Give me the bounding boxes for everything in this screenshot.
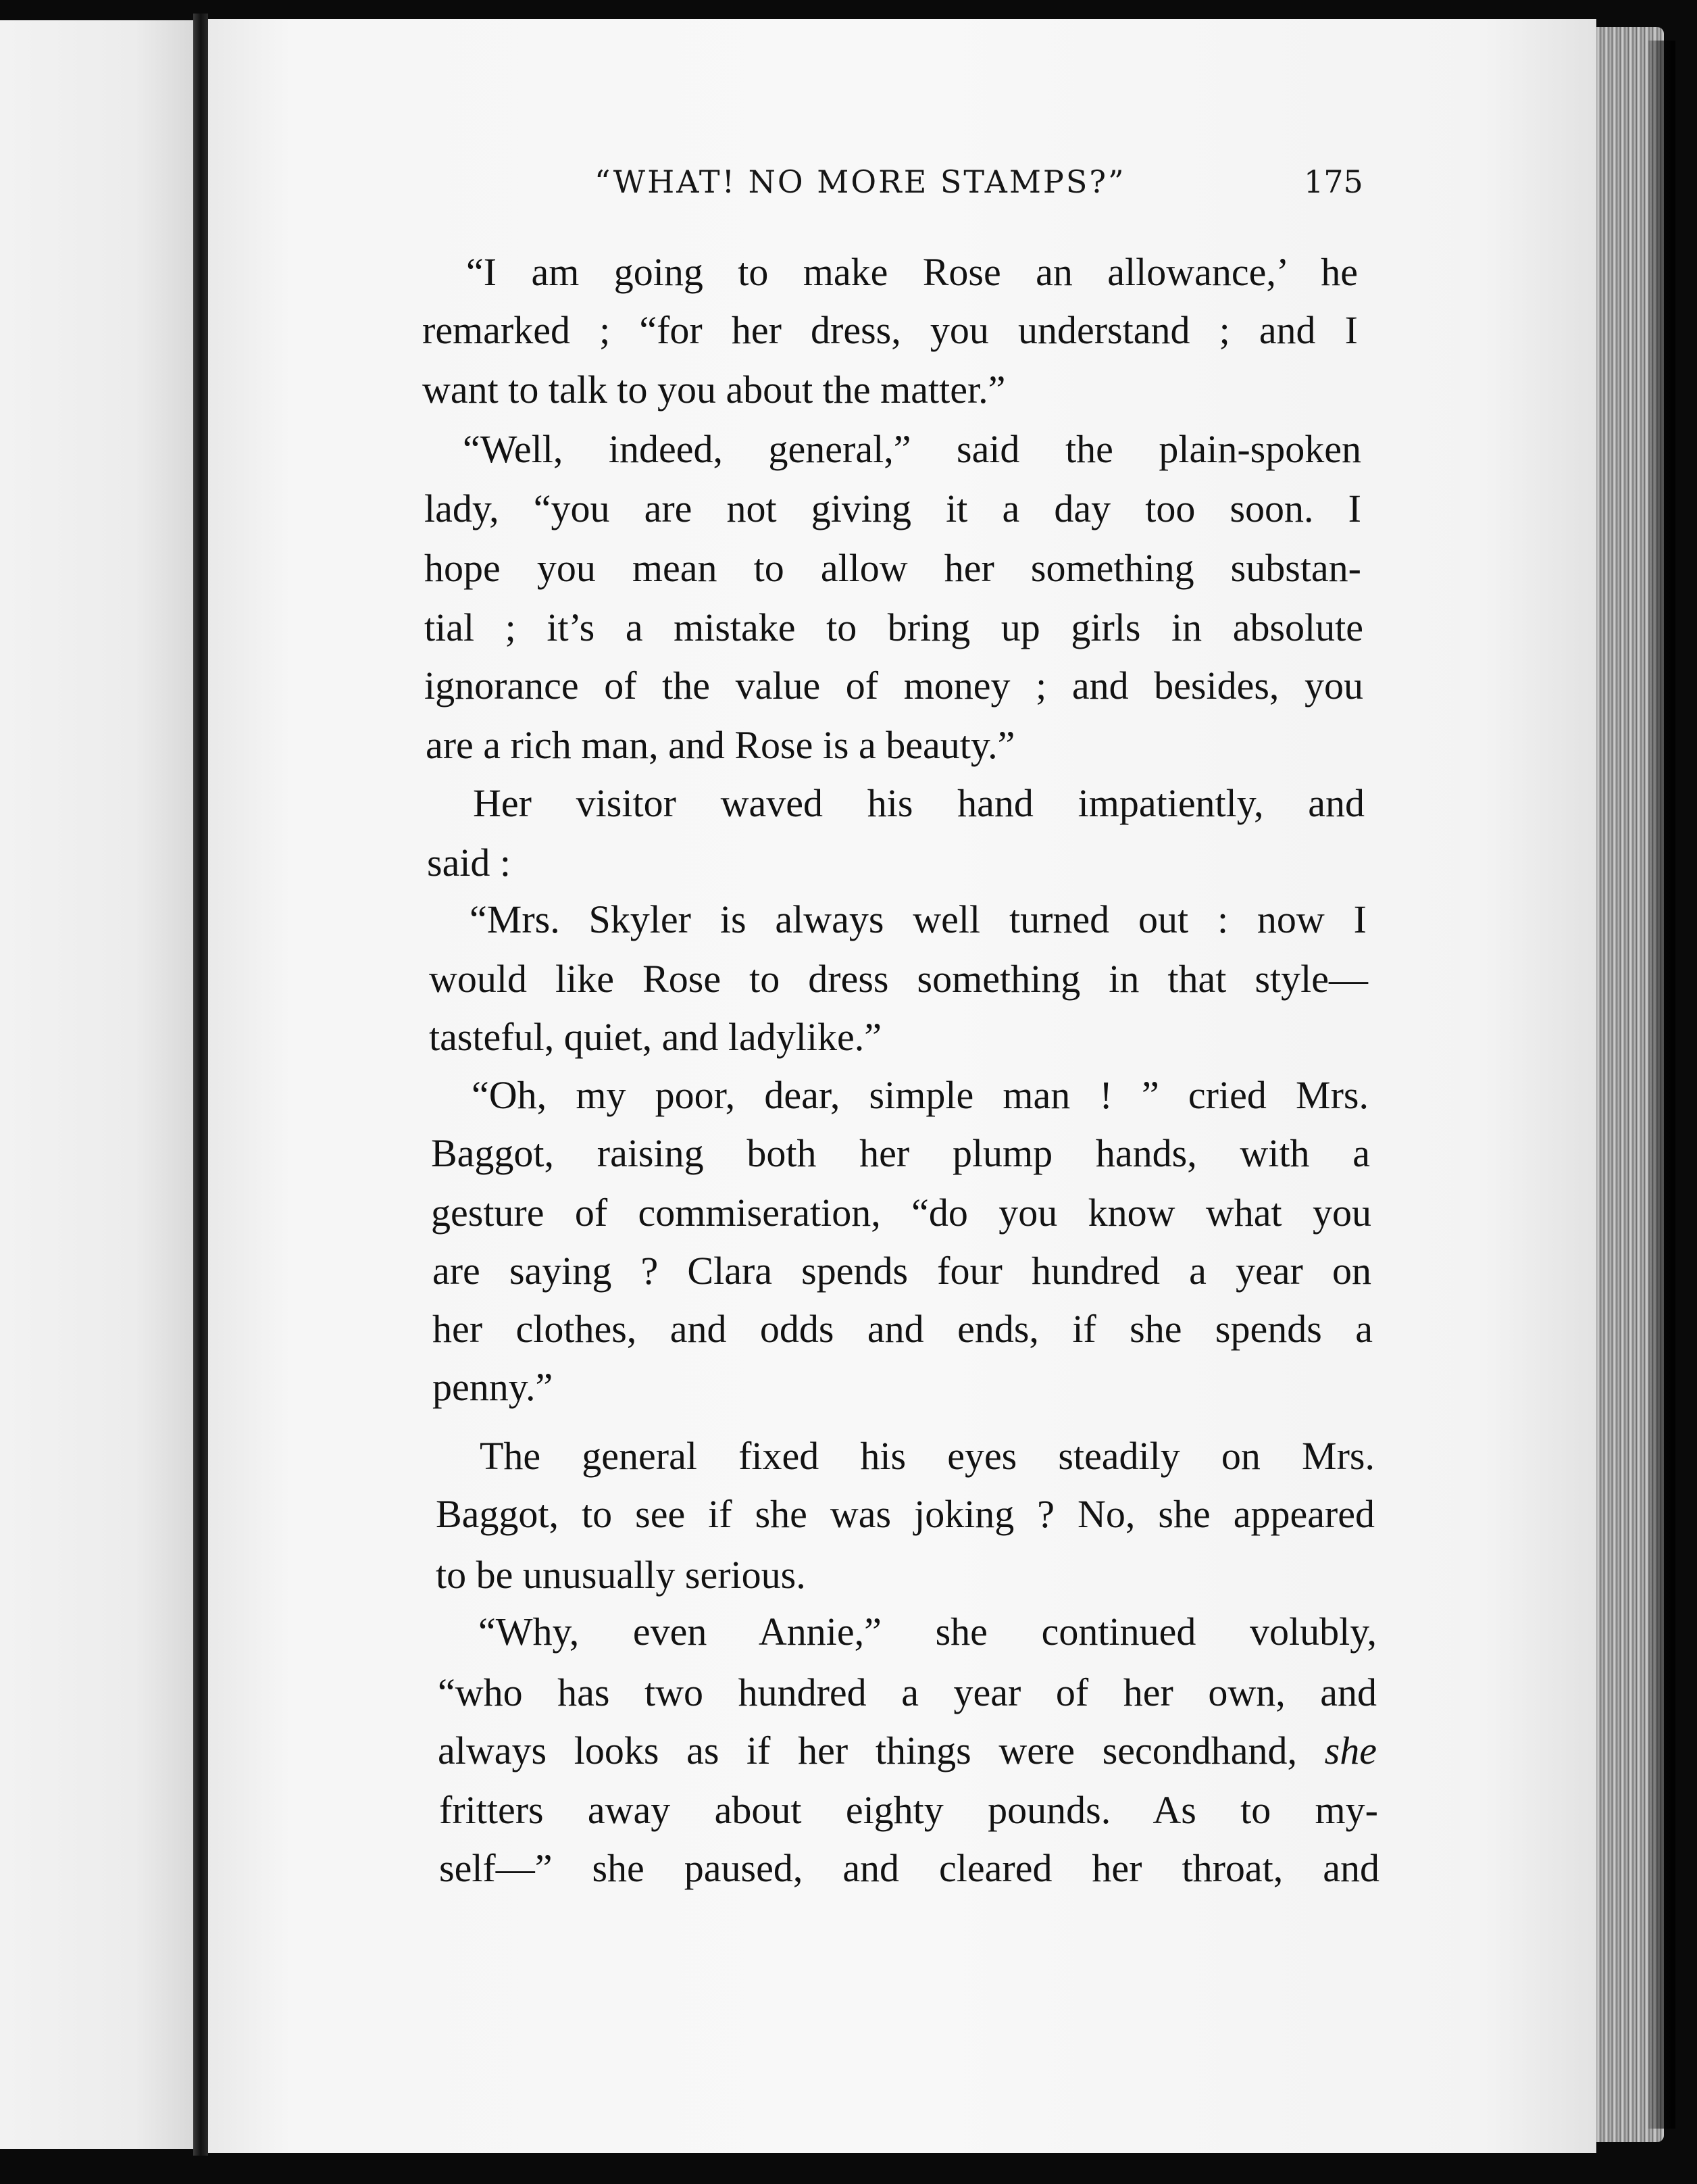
text-line: “Mrs. Skyler is always well turned out : now I <box>470 897 1367 941</box>
text-line: “I am going to make Rose an allowance,’ he <box>466 250 1358 294</box>
text-line: self—” she paused, and cleared her throat, and <box>439 1846 1379 1890</box>
text-line: “Why, even Annie,” she continued volubly, <box>478 1610 1377 1654</box>
text-line: Her visitor waved his hand impatiently, and <box>473 781 1365 825</box>
text-line: are a rich man, and Rose is a beauty.” <box>426 723 1015 767</box>
text-line: tial ; it’s a mistake to bring up girls in absolute <box>424 605 1363 649</box>
text-line: hope you mean to allow her something substan- <box>424 546 1361 590</box>
page-edges-shadow <box>1648 41 1675 2129</box>
text-line: fritters away about eighty pounds. As to my- <box>439 1788 1378 1832</box>
text-line: are saying ? Clara spends four hundred a year on <box>432 1249 1371 1293</box>
text-line: lady, “you are not giving it a day too soon. I <box>424 487 1361 530</box>
text-line: would like Rose to dress something in that style— <box>429 957 1368 1001</box>
left-facing-page <box>0 20 193 2149</box>
text-line: Baggot, to see if she was joking ? No, she appeared <box>436 1492 1375 1536</box>
text-line: gesture of commiseration, “do you know what you <box>431 1191 1371 1235</box>
text-line: “who has two hundred a year of her own, and <box>438 1670 1377 1714</box>
text-line <box>438 1727 1377 1775</box>
italic-word: she <box>1324 1729 1377 1772</box>
text-line: tasteful, quiet, and ladylike.” <box>429 1015 882 1059</box>
book-gutter <box>193 14 208 2156</box>
text-line-segment: always looks as if her things were secondhand, <box>438 1729 1297 1772</box>
text-line: remarked ; “for her dress, you understand ; and I <box>422 308 1358 352</box>
running-head: “WHAT! NO MORE STAMPS?” <box>594 164 1126 200</box>
text-line: “Oh, my poor, dear, simple man ! ” cried Mrs. <box>472 1073 1369 1117</box>
text-line: ignorance of the value of money ; and besides, you <box>424 664 1363 708</box>
text-line: The general fixed his eyes steadily on Mrs. <box>480 1434 1375 1478</box>
text-line: Baggot, raising both her plump hands, with a <box>431 1131 1370 1175</box>
page-number: 175 <box>1304 164 1363 200</box>
text-line: to be unusually serious. <box>436 1553 806 1597</box>
text-line: want to talk to you about the matter.” <box>422 368 1006 412</box>
text-line: “Well, indeed, general,” said the plain-spoken <box>463 427 1361 471</box>
text-line: said : <box>427 841 511 885</box>
text-line: her clothes, and odds and ends, if she spends a <box>432 1307 1373 1351</box>
text-line: penny.” <box>432 1365 553 1409</box>
